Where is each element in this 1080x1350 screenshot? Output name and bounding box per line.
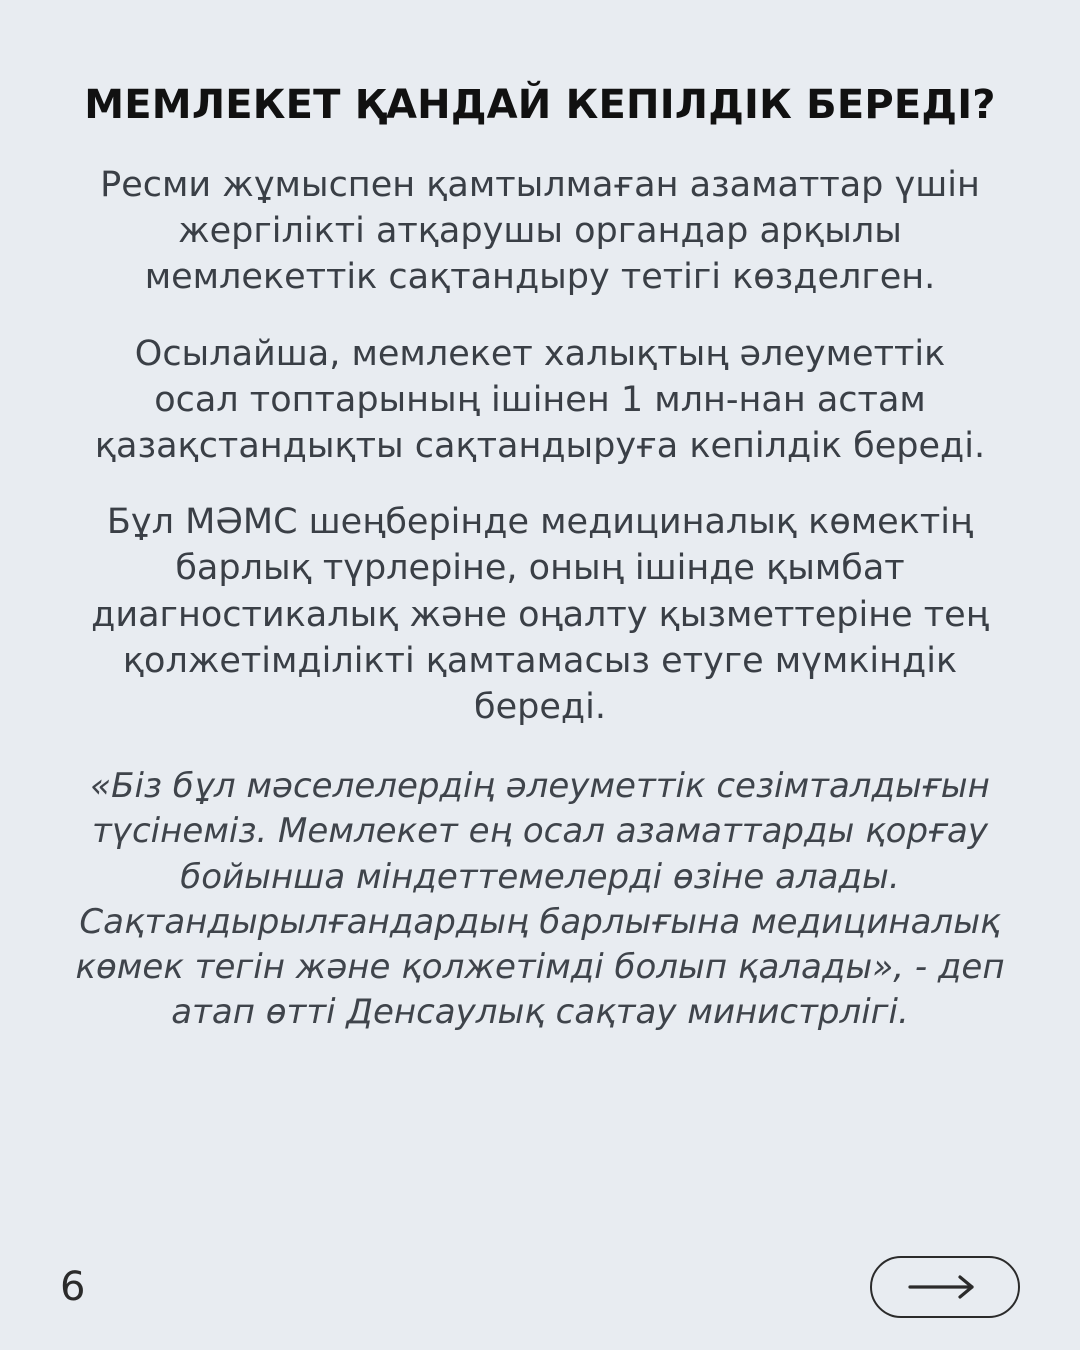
- page-title: МЕМЛЕКЕТ ҚАНДАЙ КЕПІЛДІК БЕРЕДІ?: [84, 82, 996, 128]
- arrow-right-icon: [908, 1274, 982, 1300]
- slide-footer: [0, 1252, 1080, 1322]
- quote-text: «Біз бұл мәселелердің әлеуметтік сезімталдығын түсінеміз. Мемлекет ең осал азаматтарды қорғау бойынша міндеттемелерді өзіне алады. Сақтандырылғандардың барлығына медициналық көмек тегін және қолжетімді болып қалады», - деп атап өтті Денсаулық сақтау министрлігі.: [75, 766, 1005, 1033]
- body-paragraph-2: Осылайша, мемлекет халықтың әлеуметтік осал топтарының ішінен 1 млн-нан астам қазақстандықты сақтандыруға кепілдік береді.: [94, 333, 986, 466]
- page-number: 6: [60, 1264, 86, 1310]
- body-paragraph-3: Бұл МӘМС шеңберінде медициналық көмектің барлық түрлеріне, оның ішінде қымбат диагностикалық және оңалту қызметтеріне тең қолжетімділікті қамтамасыз етуге мүмкіндік береді.: [91, 502, 989, 727]
- next-slide-button[interactable]: [870, 1256, 1020, 1318]
- body-paragraph-1: Ресми жұмыспен қамтылмаған азаматтар үшін жергілікті атқарушы органдар арқылы мемлекеттік сақтандыру тетігі көзделген.: [100, 165, 980, 298]
